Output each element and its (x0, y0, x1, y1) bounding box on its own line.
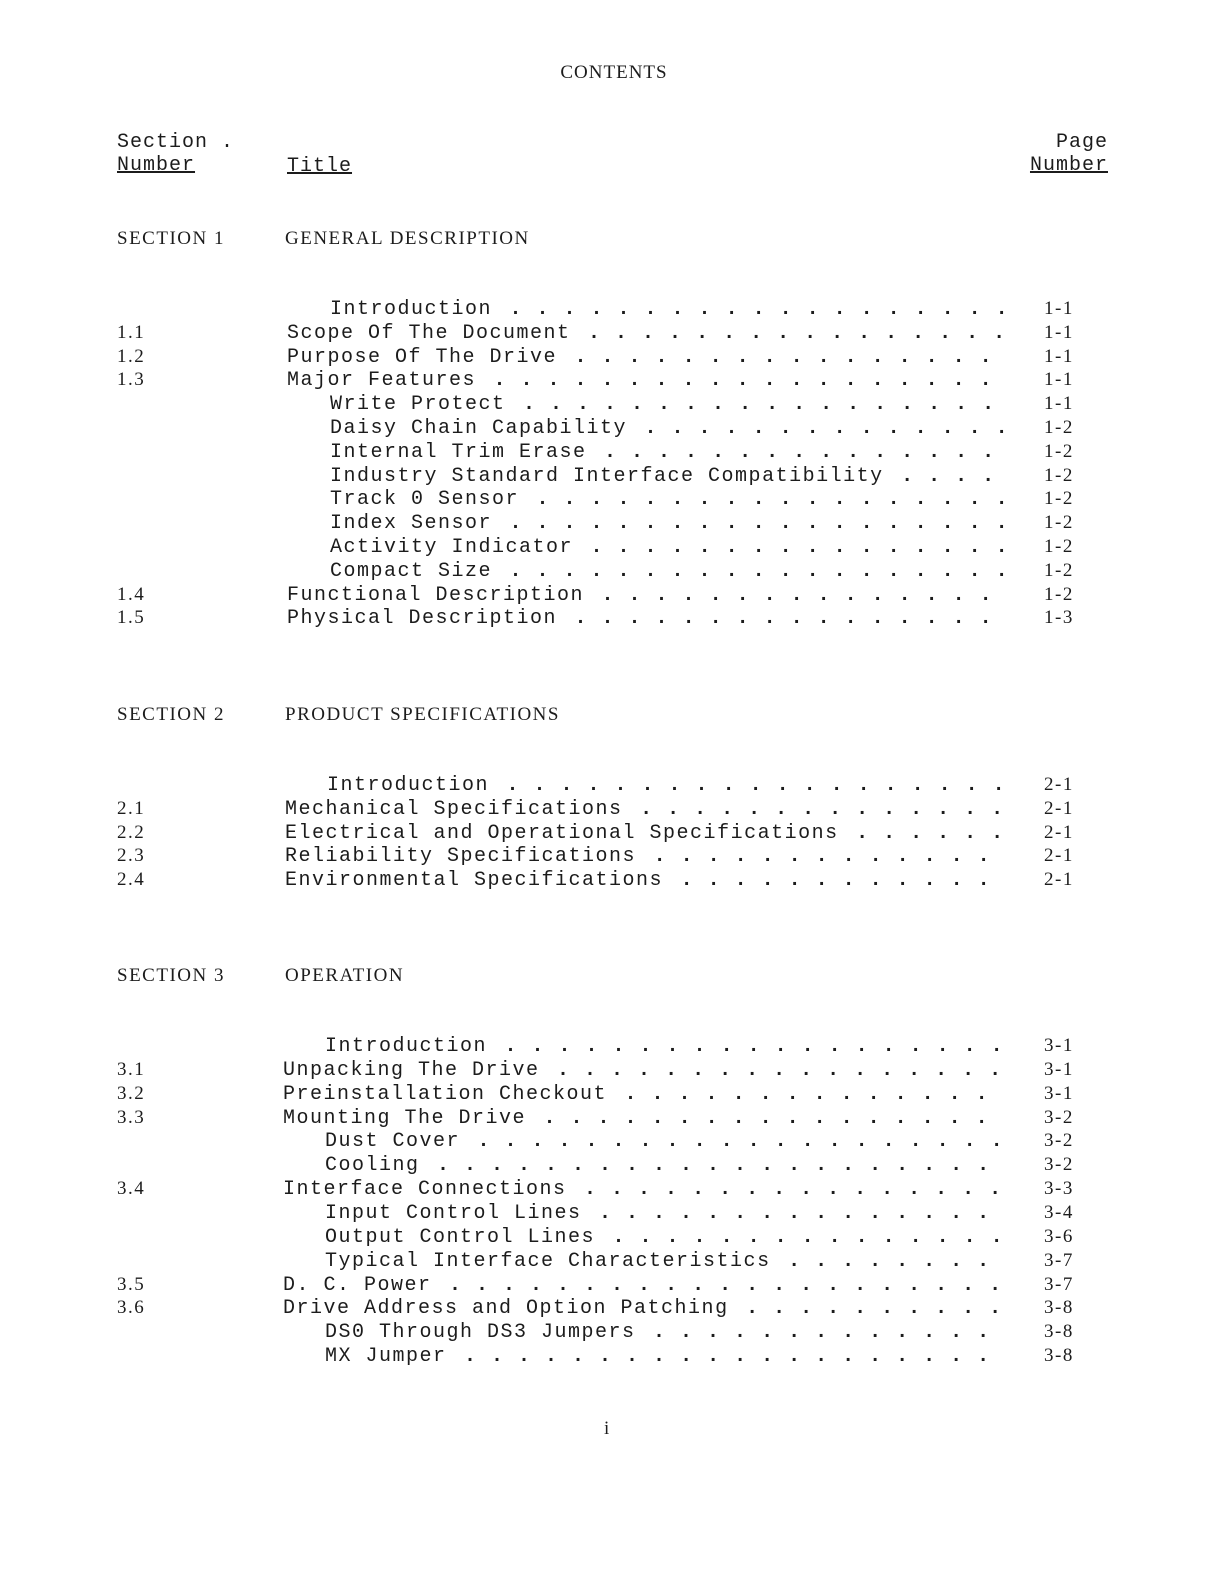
toc-entry-page: 3-7 (1044, 1249, 1074, 1271)
toc-entry-title-text: Input Control Lines (325, 1202, 586, 1225)
toc-entry[interactable] (0, 584, 1208, 608)
toc-entry[interactable] (0, 465, 1208, 489)
toc-entry[interactable] (0, 1035, 1208, 1059)
toc-entry-title (330, 393, 1006, 416)
toc-entry-title (325, 1321, 1006, 1344)
toc-entry-page: 3-8 (1044, 1321, 1074, 1343)
toc-entry-title-text: Introduction (330, 298, 496, 321)
section-label: SECTION 1 (117, 228, 225, 249)
toc-entry[interactable] (0, 845, 1208, 869)
toc-entry-page: 3-2 (1044, 1106, 1074, 1128)
toc-entry-title (283, 1297, 1006, 1320)
page-header-line2: Number (1029, 154, 1108, 177)
toc-entry-title (325, 1226, 1006, 1249)
toc-entry-page: 1-1 (1044, 369, 1074, 391)
toc-entry[interactable] (0, 298, 1208, 322)
toc-entry-number: 3.1 (117, 1058, 146, 1080)
section-heading (117, 704, 560, 726)
toc-entry[interactable] (0, 774, 1208, 798)
toc-entry-number: 2.4 (117, 869, 146, 891)
toc-entry-page: 3-3 (1044, 1178, 1074, 1200)
section-header-line2: Number (117, 154, 196, 177)
toc-entry-title-text: Activity Indicator (330, 536, 577, 559)
toc-entry-title (285, 798, 1006, 821)
toc-entry-title-text: Reliability Specifications (285, 845, 640, 868)
toc-entry-title (285, 822, 1006, 845)
toc-entry[interactable] (0, 1345, 1208, 1369)
toc-entry-number: 3.6 (117, 1297, 146, 1319)
page-title: CONTENTS (560, 62, 668, 83)
toc-entry-page: 3-4 (1044, 1201, 1074, 1223)
toc-entry-title-text: Index Sensor (330, 512, 496, 535)
toc-entry-number: 1.4 (117, 583, 146, 605)
toc-entry-title (285, 869, 1006, 892)
toc-entry-title-text: Introduction (327, 774, 493, 797)
toc-entry-title-text: Physical Description (287, 607, 561, 630)
toc-entry[interactable] (0, 488, 1208, 512)
toc-entry-title (325, 1154, 1006, 1177)
toc-entry-title (330, 298, 1006, 321)
section-header-line1: Section . (117, 131, 235, 154)
toc-entry-title-text: Mechanical Specifications (285, 798, 627, 821)
toc-entry-number: 3.3 (117, 1106, 146, 1128)
toc-entry-page: 1-2 (1044, 512, 1074, 534)
toc-entry[interactable] (0, 1321, 1208, 1345)
toc-entry-page: 3-1 (1044, 1058, 1074, 1080)
toc-entry-title (325, 1035, 1006, 1058)
title-header: Title (287, 155, 353, 178)
toc-entry-title (287, 322, 1006, 345)
toc-entry-title-text: Mounting The Drive (283, 1107, 530, 1130)
toc-entry[interactable] (0, 1250, 1208, 1274)
toc-entry-title (330, 441, 1006, 464)
toc-entry[interactable] (0, 346, 1208, 370)
toc-entry-title (283, 1178, 1006, 1201)
toc-entry-title (325, 1130, 1006, 1153)
toc-entry[interactable] (0, 369, 1208, 393)
toc-entry-page: 1-2 (1044, 559, 1074, 581)
toc-entry-title-text: D. C. Power (283, 1274, 436, 1297)
toc-entry-title-text: Track 0 Sensor (330, 488, 523, 511)
toc-entry[interactable] (0, 1154, 1208, 1178)
toc-entry-title (285, 845, 1006, 868)
toc-entry-title-text: Cooling (325, 1154, 424, 1177)
toc-entry-title-text: Purpose Of The Drive (287, 346, 561, 369)
toc-entry-page: 3-1 (1044, 1082, 1074, 1104)
toc-entry[interactable] (0, 322, 1208, 346)
toc-entry-title (325, 1345, 1006, 1368)
toc-entry[interactable] (0, 798, 1208, 822)
toc-entry-title (327, 774, 1006, 797)
toc-entry-title-text: Environmental Specifications (285, 869, 667, 892)
toc-entry[interactable] (0, 1202, 1208, 1226)
toc-entry[interactable] (0, 1297, 1208, 1321)
toc-entry-title (287, 346, 1006, 369)
toc-entry-title-text: Electrical and Operational Specifications (285, 822, 843, 845)
toc-entry-page: 3-1 (1044, 1035, 1074, 1056)
toc-entry-number: 3.4 (117, 1178, 146, 1200)
toc-entry[interactable] (0, 441, 1208, 465)
toc-entry-title-text: Interface Connections (283, 1178, 571, 1201)
toc-entry-title-text: Introduction (325, 1035, 491, 1058)
toc-entry-page: 1-1 (1044, 321, 1074, 343)
section-label: SECTION 3 (117, 965, 225, 986)
toc-entry-page: 1-2 (1044, 464, 1074, 486)
toc-entry-title (330, 417, 1006, 440)
toc-entry-title-text: MX Jumper (325, 1345, 451, 1368)
section-title: GENERAL DESCRIPTION (285, 228, 530, 249)
toc-entry-title (283, 1274, 1006, 1297)
toc-entry-title-text: Internal Trim Erase (330, 441, 591, 464)
toc-entry-page: 2-1 (1044, 869, 1074, 891)
toc-entry-title (330, 536, 1006, 559)
toc-entry-title-text: Output Control Lines (325, 1226, 599, 1249)
toc-entry-page: 1-1 (1044, 393, 1074, 415)
toc-entry-page: 3-6 (1044, 1225, 1074, 1247)
toc-entry-page: 2-1 (1044, 797, 1074, 819)
toc-entry[interactable] (0, 869, 1208, 893)
toc-entry-title (330, 488, 1006, 511)
toc-entry-title (287, 607, 1006, 630)
toc-entry-page: 1-1 (1044, 345, 1074, 367)
toc-entry-title-text: Unpacking The Drive (283, 1059, 544, 1082)
toc-entry-page: 1-2 (1044, 536, 1074, 557)
toc-entry-title (283, 1083, 1006, 1106)
toc-entry[interactable] (0, 822, 1208, 846)
toc-entry[interactable] (0, 560, 1208, 584)
toc-entry-title-text: Major Features (287, 369, 480, 392)
section-heading (117, 965, 405, 987)
toc-entry-title (283, 1107, 1006, 1130)
toc-entry-title (287, 584, 1006, 607)
toc-entry-number: 3.5 (117, 1273, 146, 1295)
toc-entry-number: 2.2 (117, 821, 146, 843)
toc-entry-title-text: Typical Interface Characteristics (325, 1250, 775, 1273)
page-number-header (1022, 131, 1108, 177)
toc-entry-title-text: Preinstallation Checkout (283, 1083, 611, 1106)
toc-entry-page: 2-1 (1044, 774, 1074, 795)
toc-entry-title-text: Compact Size (330, 560, 496, 583)
toc-entry-title-text: DS0 Through DS3 Jumpers (325, 1321, 640, 1344)
toc-entry-title (325, 1202, 1006, 1225)
toc-entry-number: 1.2 (117, 345, 146, 367)
toc-entry-page: 1-2 (1044, 417, 1074, 438)
toc-entry-title (330, 512, 1006, 535)
toc-entry-number: 3.2 (117, 1082, 146, 1104)
toc-entry-page: 2-1 (1044, 821, 1074, 843)
section-number-header (117, 131, 234, 177)
page-folio: i (604, 1418, 610, 1439)
toc-entry-page: 3-7 (1044, 1273, 1074, 1295)
toc-entry[interactable] (0, 417, 1208, 441)
toc-entry-page: 3-8 (1044, 1345, 1074, 1367)
toc-entry[interactable] (0, 393, 1208, 417)
section-title: PRODUCT SPECIFICATIONS (285, 704, 560, 725)
toc-entry[interactable] (0, 1226, 1208, 1250)
toc-entry-page: 2-1 (1044, 845, 1074, 867)
toc-entry-page: 1-1 (1044, 298, 1074, 319)
section-heading (117, 228, 530, 250)
toc-entry-number: 1.3 (117, 369, 146, 391)
section-title: OPERATION (285, 965, 405, 986)
toc-entry[interactable] (0, 1130, 1208, 1154)
toc-entry-page: 3-2 (1044, 1154, 1074, 1176)
toc-entry-page: 1-2 (1044, 488, 1074, 510)
page-header-line1: Page (1055, 131, 1108, 154)
toc-entry-number: 1.1 (117, 321, 146, 343)
toc-entry-title-text: Write Protect (330, 393, 510, 416)
toc-entry-title (330, 560, 1006, 583)
toc-entry-number: 2.3 (117, 845, 146, 867)
toc-entry-page: 1-3 (1044, 607, 1074, 629)
toc-entry-page: 1-2 (1044, 583, 1074, 605)
toc-entry[interactable] (0, 536, 1208, 560)
toc-entry-number: 2.1 (117, 797, 146, 819)
toc-entry[interactable] (0, 1274, 1208, 1298)
toc-entry-title-text: Functional Description (287, 584, 588, 607)
toc-entry[interactable] (0, 1178, 1208, 1202)
toc-entry[interactable] (0, 512, 1208, 536)
toc-entry-title-text: Scope Of The Document (287, 322, 575, 345)
toc-entry-title-text: Industry Standard Interface Compatibility (330, 465, 888, 488)
toc-entry-page: 3-2 (1044, 1130, 1074, 1152)
toc-entry-page: 3-8 (1044, 1297, 1074, 1319)
toc-entry[interactable] (0, 1107, 1208, 1131)
toc-entry-title (325, 1250, 1006, 1273)
toc-entry-title-text: Daisy Chain Capability (330, 417, 631, 440)
toc-entry-title (283, 1059, 1006, 1082)
toc-entry-page: 1-2 (1044, 440, 1074, 462)
toc-entry-title-text: Dust Cover (325, 1130, 464, 1153)
toc-entry[interactable] (0, 1083, 1208, 1107)
toc-entry-title-text: Drive Address and Option Patching (283, 1297, 733, 1320)
toc-entry[interactable] (0, 1059, 1208, 1083)
toc-entry[interactable] (0, 607, 1208, 631)
toc-entry-title (287, 369, 1006, 392)
toc-entry-title (330, 465, 1006, 488)
toc-entry-number: 1.5 (117, 607, 146, 629)
section-label: SECTION 2 (117, 704, 225, 725)
